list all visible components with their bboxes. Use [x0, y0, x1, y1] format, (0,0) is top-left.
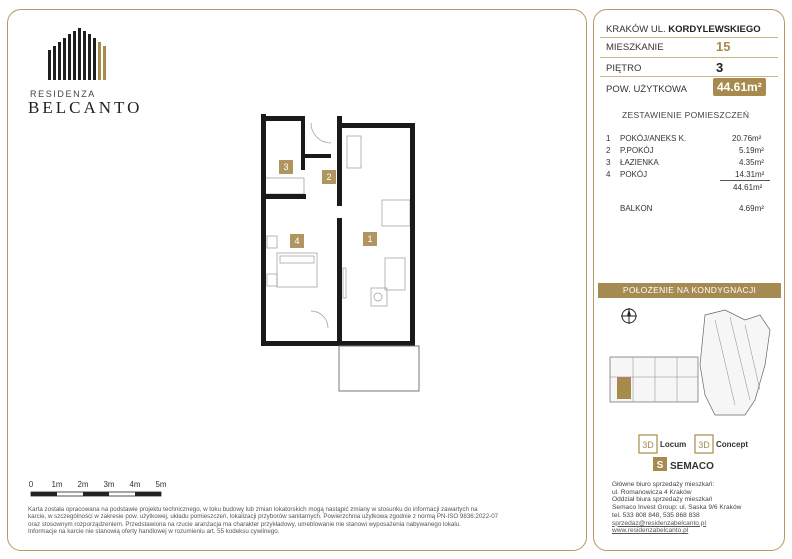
divider	[600, 57, 778, 58]
room-label-4: 4	[294, 236, 300, 246]
room-num: 3	[606, 158, 611, 167]
total-rule	[720, 180, 770, 181]
apartment-number: 15	[716, 39, 731, 54]
disclaimer-line: oraz stosownym rozporządzeniem. Przedstawiona na rzucie aranżacja ma charakter przykładowy, umeblowanie nie stanowi wyposażenia nabywanego lokalu.	[28, 520, 461, 528]
scale-label-4: 4m	[129, 480, 141, 489]
floor-plan	[255, 108, 435, 398]
area-label: POW. UŻYTKOWA	[606, 84, 687, 95]
divider	[600, 37, 778, 38]
area-value-badge: 44.61m²	[713, 78, 766, 96]
svg-text:3D: 3D	[698, 440, 710, 450]
locum-label: Locum	[660, 440, 687, 449]
contact-line: Semaco Invest Group: ul. Saska 9/6 Kraków	[612, 504, 742, 512]
address-street: KORDYLEWSKIEGO	[668, 24, 761, 35]
email-link[interactable]: sprzedaz@residenzabelcanto.pl	[612, 519, 706, 527]
brand-name: BELCANTO	[28, 98, 143, 117]
scale-label-3: 3m	[103, 480, 115, 489]
room-num: 2	[606, 146, 611, 155]
floor-number: 3	[716, 60, 724, 75]
room-name: P.POKÓJ	[620, 146, 654, 155]
svg-text:3D: 3D	[642, 440, 654, 450]
contact-info	[612, 481, 782, 535]
contact-line: Główne biuro sprzedaży mieszkań:	[612, 481, 715, 488]
concept-logo-icon	[694, 434, 714, 454]
room-area: 4.35m²	[739, 158, 764, 167]
brand-small: RESIDENZA	[30, 89, 96, 99]
room-label-3: 3	[283, 162, 289, 172]
scale-label-5: 5m	[155, 480, 167, 489]
contact-line: Oddział biura sprzedaży mieszkań	[612, 496, 713, 504]
room-num: 1	[606, 134, 611, 143]
scale-bar	[28, 480, 178, 500]
room-label-2: 2	[326, 172, 332, 182]
address-prefix: KRAKÓW UL.	[606, 24, 666, 35]
disclaimer-line: Informacje na karcie nie stanowią oferty handlowej w rozumieniu art. 55 kodeksu cywilnego.	[28, 528, 280, 536]
scale-label-1: 1m	[51, 480, 63, 489]
room-area: 20.76m²	[732, 134, 762, 143]
room-name: ŁAZIENKA	[620, 158, 659, 167]
room-area: 5.19m²	[739, 146, 764, 155]
scale-label-2: 2m	[77, 480, 89, 489]
building-key-plan	[605, 305, 775, 420]
website-link[interactable]: www.residenzabelcanto.pl	[612, 527, 689, 535]
room-num: 4	[606, 170, 611, 179]
disclaimer-line: karcie, w szczególności w zakresie pow. użytkowej, układu pomieszczeń, lokalizacji przyborów sanitarnych. Powierzchnia użytkowa zgodnie z normą PN-ISO 9836:2022-07	[28, 513, 499, 521]
disclaimer-line: Karta została opracowana na podstawie projektu technicznego, w toku budowy lub zmian lokatorskich mogą nastąpić zmiany w stosunku do informacji zawartych na	[28, 506, 478, 513]
scale-label-0: 0	[28, 480, 34, 489]
room-name: POKÓJ/ANEKS K.	[620, 134, 687, 143]
locum-logo-icon	[638, 434, 658, 454]
floor-label: PIĘTRO	[606, 63, 642, 74]
semaco-logo-icon	[653, 457, 667, 471]
disclaimer	[28, 506, 578, 536]
room-name: POKÓJ	[620, 170, 648, 179]
semaco-label: SEMACO	[670, 461, 714, 472]
address	[606, 24, 761, 35]
balcony-area: 4.69m²	[739, 204, 764, 213]
contact-line: tel. 533 808 848, 535 868 838	[612, 511, 700, 519]
room-label-1: 1	[367, 234, 373, 244]
concept-label: Concept	[716, 440, 748, 449]
belcanto-logo-icon	[48, 28, 110, 80]
floor-position-title: POŁOŻENIE NA KONDYGNACJI	[598, 283, 781, 298]
rooms-title: ZESTAWIENIE POMIESZCZEŃ	[622, 110, 750, 120]
apartment-label: MIESZKANIE	[606, 42, 664, 53]
rooms-total: 44.61m²	[733, 183, 763, 192]
scale-ruler	[28, 491, 168, 497]
svg-text:S: S	[656, 460, 664, 471]
divider	[600, 76, 778, 77]
contact-line: ul. Romanowicza 4 Kraków	[612, 488, 692, 496]
balcony-label: BALKON	[620, 204, 653, 213]
room-area: 14.31m²	[735, 170, 765, 179]
